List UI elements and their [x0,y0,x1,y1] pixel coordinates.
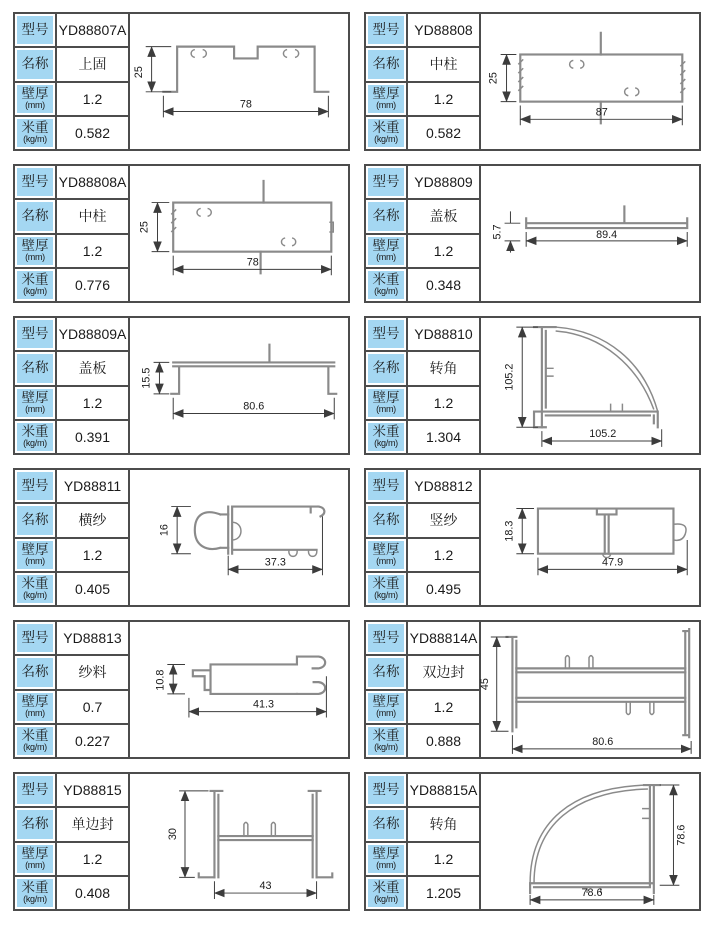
profile-card-yd88809a [13,316,350,455]
cross-section-diagram [130,166,348,301]
thickness-value: 1.2 [433,698,454,715]
name-value: 中柱 [429,56,458,73]
cross-section-diagram [481,318,699,453]
cross-section-diagram [481,470,699,605]
dim-height: 105.2 [503,363,516,391]
spec-label-thickness: 壁厚 (mm) [15,235,57,267]
spec-label-name: 名称 [366,352,408,384]
weight-value: 1.205 [425,884,462,901]
spec-table [15,622,130,757]
spec-label-weight: 米重 (kg/m) [366,725,408,757]
spec-label-weight: 米重 (kg/m) [366,117,408,149]
spec-table [15,166,130,301]
profile-card-yd88807a [13,12,350,151]
cross-section-diagram [481,166,699,301]
spec-label-weight: 米重 (kg/m) [366,573,408,605]
spec-label-thickness: 壁厚 (mm) [15,691,57,723]
spec-label-name: 名称 [366,656,408,688]
model-value: YD88808A [58,174,127,191]
weight-value: 0.776 [74,276,111,293]
dim-width: 87 [595,106,608,119]
weight-value: 0.888 [425,732,462,749]
profile-drawing [481,470,699,605]
spec-table [15,774,130,909]
name-value: 盖板 [78,360,107,377]
profile-drawing [130,14,348,149]
dim-height: 30 [167,828,180,841]
spec-label-thickness: 壁厚 (mm) [366,843,408,875]
name-value: 竖纱 [429,512,458,529]
profile-card-yd88808 [364,12,701,151]
spec-label-weight: 米重 (kg/m) [15,573,57,605]
spec-table [15,14,130,149]
weight-value: 0.405 [74,580,111,597]
profile-card-yd88814a [364,620,701,759]
model-value: YD88815 [63,782,122,799]
spec-table [15,318,130,453]
profile-card-yd88812 [364,468,701,607]
spec-label-weight: 米重 (kg/m) [15,117,57,149]
weight-value: 0.582 [74,124,111,141]
thickness-value: 1.2 [82,394,103,411]
dim-height: 25 [487,72,500,85]
spec-label-name: 名称 [15,200,57,232]
profile-drawing [481,166,699,301]
spec-label-thickness: 壁厚 (mm) [366,235,408,267]
spec-table [366,14,481,149]
spec-label-weight: 米重 (kg/m) [366,877,408,909]
dim-width: 80.6 [243,400,265,413]
spec-label-model: 型号 [366,166,408,198]
spec-label-name: 名称 [366,200,408,232]
spec-label-model: 型号 [366,622,408,654]
spec-label-name: 名称 [15,48,57,80]
name-value: 单边封 [71,816,114,833]
spec-label-weight: 米重 (kg/m) [366,421,408,453]
dim-width: 105.2 [589,428,617,441]
dim-width: 37.3 [264,556,286,569]
model-value: YD88807A [58,22,127,39]
profile-card-yd88813 [13,620,350,759]
dim-height: 15.5 [140,367,153,389]
dim-height: 78.6 [675,824,688,846]
thickness-value: 1.2 [433,90,454,107]
name-value: 盖板 [429,208,458,225]
spec-table [366,470,481,605]
spec-label-model: 型号 [15,774,57,806]
spec-label-weight: 米重 (kg/m) [366,269,408,301]
spec-label-name: 名称 [366,808,408,840]
dim-height: 5.7 [491,224,504,240]
model-value: YD88814A [409,630,478,647]
profile-card-yd88815a [364,772,701,911]
profile-drawing [130,622,348,757]
spec-label-thickness: 壁厚 (mm) [366,387,408,419]
spec-label-thickness: 壁厚 (mm) [15,387,57,419]
dim-height: 10.8 [154,669,167,691]
spec-label-model: 型号 [15,470,57,502]
weight-value: 0.495 [425,580,462,597]
spec-label-model: 型号 [15,14,57,46]
dim-height: 18.3 [503,520,516,542]
model-value: YD88815A [409,782,478,799]
profile-drawing [130,774,348,909]
dim-height: 45 [478,678,491,691]
spec-label-thickness: 壁厚 (mm) [15,843,57,875]
dim-height: 25 [132,66,145,79]
profile-drawing [130,166,348,301]
cross-section-diagram [130,470,348,605]
name-value: 中柱 [78,208,107,225]
model-value: YD88809A [58,326,127,343]
spec-table [366,166,481,301]
dim-width: 78 [239,98,252,111]
profile-drawing [478,622,699,757]
name-value: 转角 [429,360,458,377]
dim-height: 25 [138,221,151,234]
spec-label-model: 型号 [15,622,57,654]
dim-width: 43 [259,880,272,893]
spec-label-model: 型号 [366,318,408,350]
cross-section-diagram [130,622,348,757]
profile-card-yd88810 [364,316,701,455]
dim-width: 78.6 [581,887,603,899]
dim-width: 47.9 [602,556,624,569]
spec-label-thickness: 壁厚 (mm) [366,539,408,571]
spec-label-model: 型号 [366,14,408,46]
weight-value: 0.391 [74,428,111,445]
model-value: YD88810 [414,326,473,343]
name-value: 双边封 [422,664,465,681]
spec-label-model: 型号 [15,166,57,198]
model-value: YD88808 [414,22,473,39]
cross-section-diagram [130,318,348,453]
spec-label-thickness: 壁厚 (mm) [366,691,408,723]
model-value: YD88809 [414,174,473,191]
spec-label-name: 名称 [366,48,408,80]
spec-label-name: 名称 [15,808,57,840]
dim-width: 89.4 [596,228,618,241]
spec-label-thickness: 壁厚 (mm) [366,83,408,115]
spec-label-weight: 米重 (kg/m) [15,725,57,757]
profile-card-yd88808a [13,164,350,303]
model-value: YD88812 [414,478,473,495]
weight-value: 0.227 [74,732,111,749]
name-value: 横纱 [78,512,107,529]
thickness-value: 1.2 [433,850,454,867]
profile-drawing [481,318,699,453]
thickness-value: 1.2 [82,546,103,563]
profile-drawing [130,318,348,453]
name-value: 上固 [78,56,107,73]
spec-table [366,774,481,909]
cross-section-diagram [130,774,348,909]
spec-label-model: 型号 [366,774,408,806]
spec-label-weight: 米重 (kg/m) [15,877,57,909]
cross-section-diagram [481,14,699,149]
profile-card-yd88811 [13,468,350,607]
spec-label-thickness: 壁厚 (mm) [15,539,57,571]
cross-section-diagram [481,774,699,909]
thickness-value: 1.2 [433,546,454,563]
spec-table [15,470,130,605]
weight-value: 0.348 [425,276,462,293]
spec-label-name: 名称 [15,656,57,688]
spec-label-weight: 米重 (kg/m) [15,269,57,301]
cross-section-diagram [478,622,699,757]
weight-value: 0.408 [74,884,111,901]
thickness-value: 1.2 [82,90,103,107]
spec-label-name: 名称 [15,352,57,384]
dim-width: 78 [246,256,259,269]
profile-card-yd88809 [364,164,701,303]
spec-label-thickness: 壁厚 (mm) [15,83,57,115]
dim-height: 16 [158,524,171,537]
weight-value: 0.582 [425,124,462,141]
model-value: YD88811 [63,478,122,495]
spec-label-name: 名称 [15,504,57,536]
dim-width: 80.6 [592,735,614,748]
name-value: 纱料 [78,664,107,681]
cross-section-diagram [130,14,348,149]
spec-label-name: 名称 [366,504,408,536]
thickness-value: 1.2 [433,394,454,411]
profile-drawing [481,774,699,909]
weight-value: 1.304 [425,428,462,445]
thickness-value: 0.7 [82,698,103,715]
profile-drawing [130,470,348,605]
thickness-value: 1.2 [82,242,103,259]
profile-card-yd88815 [13,772,350,911]
model-value: YD88813 [63,630,122,647]
thickness-value: 1.2 [82,850,103,867]
spec-label-model: 型号 [366,470,408,502]
name-value: 转角 [429,816,458,833]
dim-width: 41.3 [253,698,275,711]
spec-table [366,318,481,453]
spec-table [366,622,481,757]
spec-label-weight: 米重 (kg/m) [15,421,57,453]
spec-label-model: 型号 [15,318,57,350]
profile-drawing [481,14,699,149]
thickness-value: 1.2 [433,242,454,259]
